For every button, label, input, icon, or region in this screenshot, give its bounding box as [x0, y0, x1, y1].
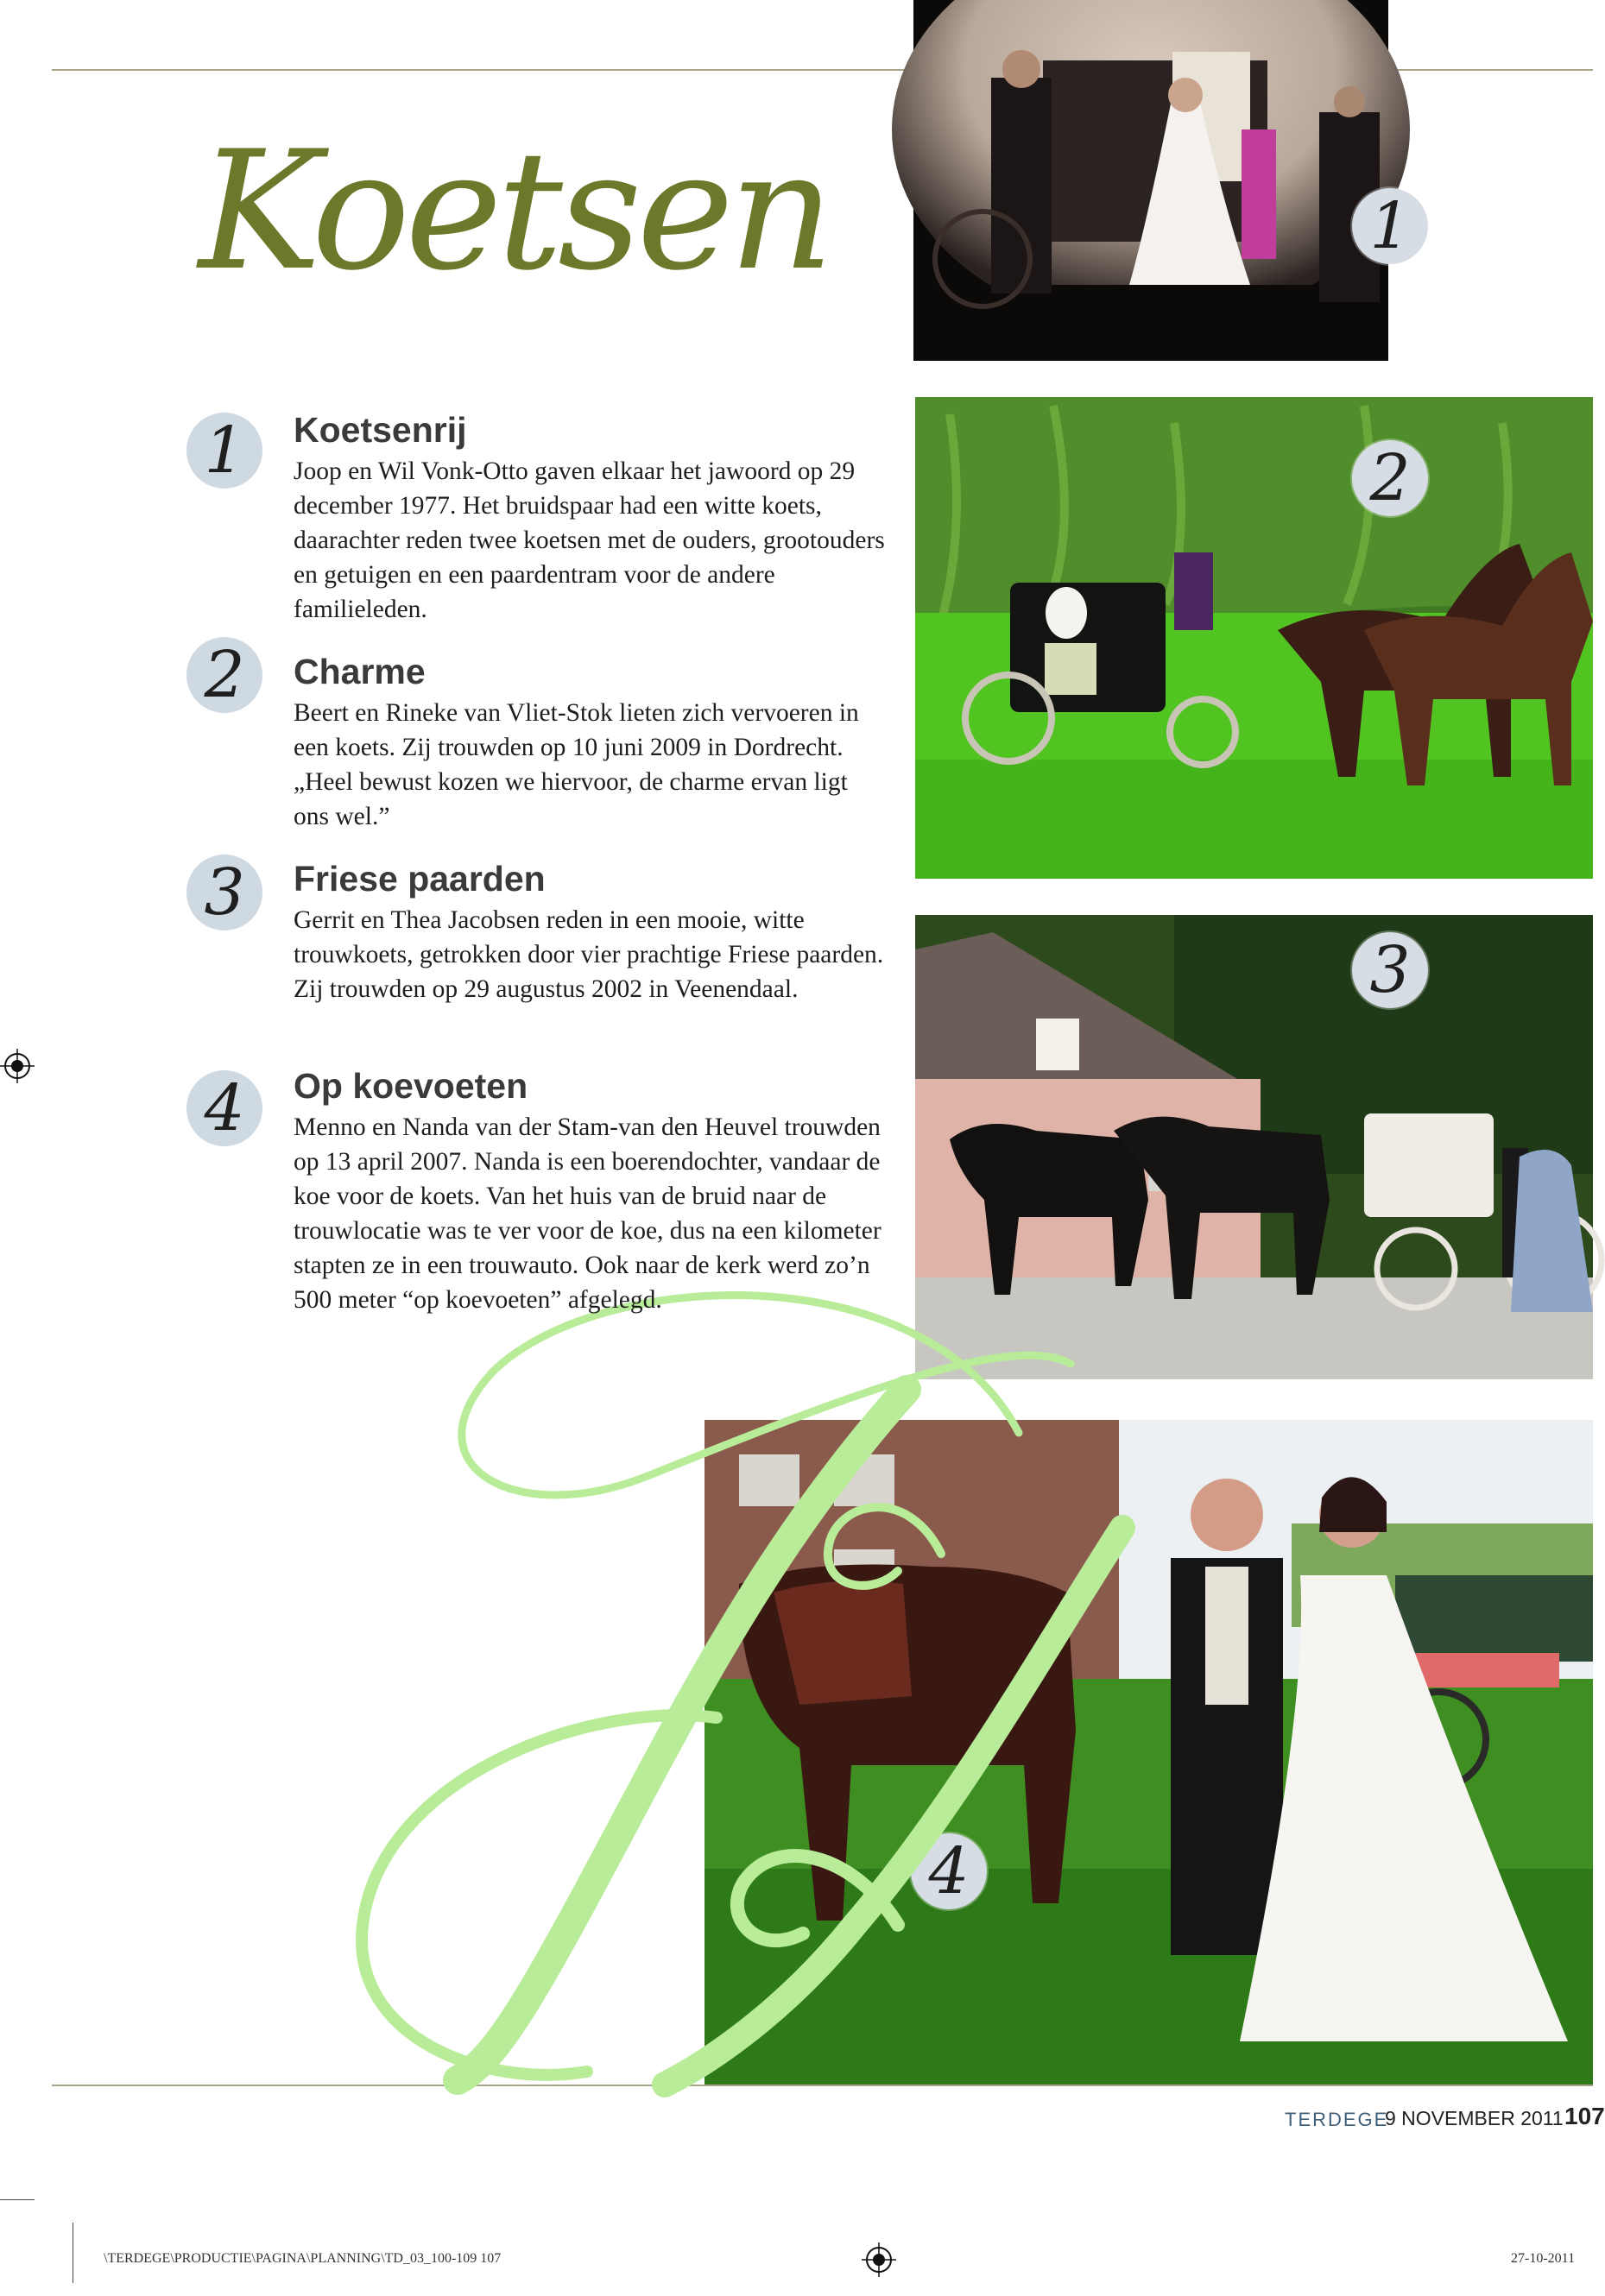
registration-mark-bottom — [862, 2242, 896, 2277]
top-rule — [52, 69, 915, 71]
crop-mark — [0, 2199, 35, 2200]
photo-1-number: 1 — [1352, 188, 1428, 264]
top-rule-right — [1388, 69, 1593, 71]
photo-2-number: 2 — [1352, 440, 1428, 516]
item-text: Joop en Wil Vonk-Otto gaven elkaar het jawoord op 29 december 1977. Het bruidspaar had een witte koets, daarachter reden twee koetsen met de ouders, grootouders en getuigen en een paardentram voor de andere familieleden. — [294, 457, 885, 624]
item-3-number: 3 — [186, 855, 262, 930]
photo-2 — [915, 397, 1593, 879]
item-4-number: 4 — [186, 1070, 262, 1146]
photo-4-number: 4 — [911, 1833, 987, 1909]
item-heading: Friese paarden — [294, 859, 546, 899]
photo-3-number: 3 — [1352, 932, 1428, 1008]
ornament-flourish — [302, 1269, 1166, 2089]
page-number: 107 — [1564, 2103, 1605, 2129]
item-text: Gerrit en Thea Jacobsen reden in een mooie, witte trouwkoets, getrokken door vier prachtige Friese paarden. Zij trouwden op 29 augustus 2002 in Veenendaal. — [294, 906, 884, 1004]
print-slug-path: \TERDEGE\PRODUCTIE\PAGINA\PLANNING\TD_03_100-109 107 — [104, 2251, 502, 2266]
item-op-koevoeten — [294, 1066, 889, 1317]
photo-1-image — [913, 0, 1388, 361]
footer-date: 9 NOVEMBER 2011 — [1385, 2107, 1564, 2129]
item-heading: Op koevoeten — [294, 1066, 528, 1106]
photo-2-image — [915, 397, 1593, 879]
item-heading: Charme — [294, 652, 426, 691]
footer-brand: TERDEGE — [1285, 2109, 1389, 2130]
item-koetsenrij — [294, 410, 889, 627]
item-text: Menno en Nanda van der Stam-van den Heuvel trouwden op 13 april 2007. Nanda is een boerendochter, vandaar de koe voor de koets. Van het huis van de bruid naar de trouwlocatie was te ver voor de koe, dus na een kilometer stapten ze in een trouwauto. Ook naar de kerk werd zo’n 500 meter “op koevoeten” afgelegd. — [294, 1113, 881, 1315]
item-heading: Koetsenrij — [294, 410, 467, 450]
photo-1 — [913, 0, 1388, 361]
page-title: Koetsen — [199, 116, 830, 306]
print-slug-date: 27-10-2011 — [1511, 2251, 1576, 2266]
item-text: Beert en Rineke van Vliet-Stok lieten zich vervoeren in een koets. Zij trouwden op 10 juni 2009 in Dordrecht. „Heel bewust kozen we hiervoor, de charme ervan ligt ons wel.” — [294, 699, 859, 831]
item-friese-paarden — [294, 859, 889, 1006]
item-charme — [294, 652, 889, 834]
item-2-number: 2 — [186, 637, 262, 713]
item-1-number: 1 — [186, 413, 262, 489]
registration-mark-left — [0, 1049, 35, 1083]
